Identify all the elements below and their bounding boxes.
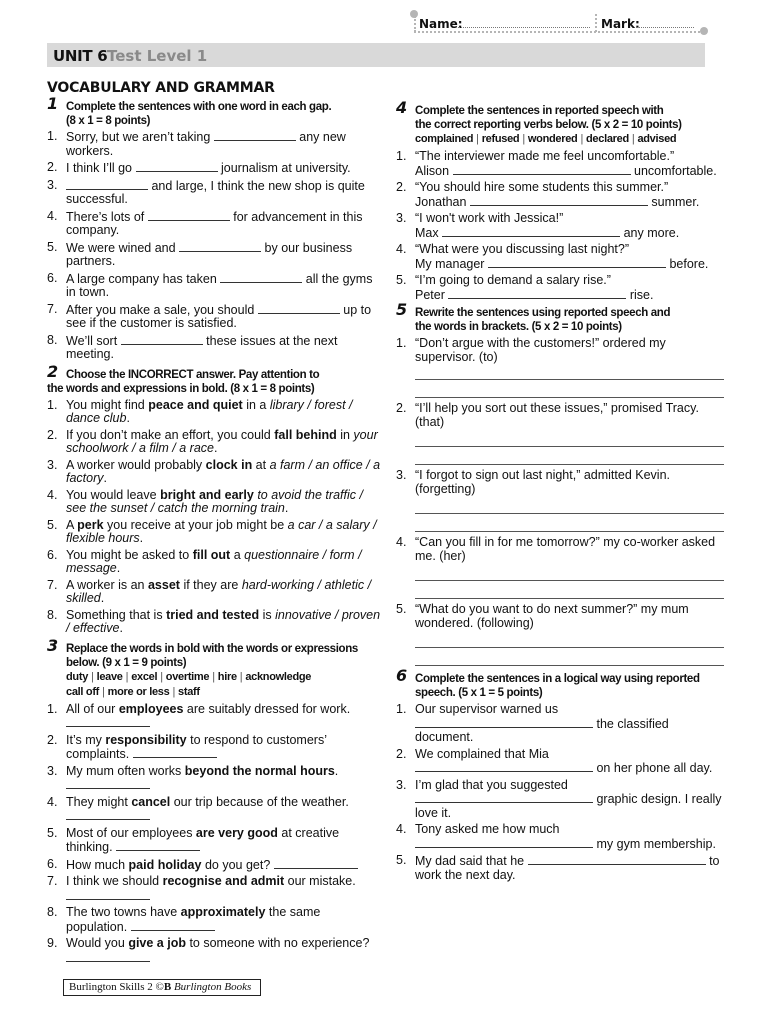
list-item: 2. We complained that Mia on her phone all day.: [396, 746, 713, 775]
exercise-3: [47, 635, 382, 966]
list-item: 7. I think we should recognise and admit our mistake.: [47, 875, 382, 903]
exercise-5-items: [396, 337, 726, 666]
list-item: 1. Our supervisor warned us the classified document.: [396, 702, 669, 744]
footer-brand: Burlington Books: [173, 981, 252, 993]
name-mark-header: [414, 12, 704, 34]
list-item: 7. After you make a sale, you should up to see if the customer is satisfied.: [47, 301, 372, 330]
name-label: Name:: [419, 17, 463, 31]
answer-line[interactable]: [415, 630, 724, 648]
exercise-6-instruction: 6 Complete the sentences in a logical way using reported speech. (5 x 1 = 5 points): [396, 666, 700, 699]
list-item: 3. A worker would probably clock in at a farm / an office / a factory.: [47, 457, 381, 485]
exercise-6-items: [396, 703, 726, 882]
answer-gap[interactable]: [442, 226, 620, 237]
exercise-1-instruction: 1 Complete the sentences with one word in each gap. (8 x 1 = 8 points): [47, 94, 332, 127]
list-item: 5. My dad said that he to work the next day.: [396, 853, 720, 882]
answer-gap[interactable]: [415, 792, 593, 803]
exercise-4-instruction: 4 Complete the sentences in reported speech with the correct reporting verbs below. (5 x 2 = 10 points): [396, 98, 682, 131]
list-item: 1. “Don’t argue with the customers!” ordered my supervisor. (to): [396, 336, 666, 364]
answer-gap[interactable]: [136, 161, 218, 172]
list-item: 4. You would leave bright and early to avoid the traffic / see the sunset / catch the morning train.: [47, 487, 363, 515]
unit-label: UNIT 6: [53, 47, 108, 65]
answer-gap[interactable]: [116, 840, 200, 851]
exercise-number: 6: [396, 666, 408, 685]
list-item: 1. Sorry, but we aren’t taking any new workers.: [47, 129, 346, 158]
answer-line[interactable]: [415, 380, 724, 398]
exercise-3-items: [47, 703, 382, 966]
answer-gap[interactable]: [488, 257, 666, 268]
answer-gap[interactable]: [66, 716, 150, 727]
list-item: 8. Something that is tried and tested is innovative / proven / effective.: [47, 607, 381, 635]
answer-gap[interactable]: [121, 334, 203, 345]
answer-gap[interactable]: [214, 130, 296, 141]
exercise-2-instruction: 2 Choose the INCORRECT answer. Pay attention to the words and expressions in bold. (8 x 1 = 8 points): [47, 361, 320, 395]
answer-gap[interactable]: [66, 951, 150, 962]
left-column: [47, 94, 382, 965]
list-item: 4. Tony asked me how much my gym membership.: [396, 822, 716, 851]
answer-gap[interactable]: [453, 164, 631, 175]
answer-gap[interactable]: [448, 288, 626, 299]
exercise-2-items: [47, 399, 382, 636]
list-item: 5. A perk you receive at your job might be a car / a salary / flexible hours.: [47, 517, 377, 545]
answer-gap[interactable]: [220, 272, 302, 283]
mark-field[interactable]: [636, 27, 694, 28]
answer-gap[interactable]: [66, 889, 150, 900]
answer-line[interactable]: [415, 514, 724, 532]
list-item: 2. “I’ll help you sort out these issues,” promised Tracy. (that): [396, 401, 699, 429]
answer-gap[interactable]: [148, 210, 230, 221]
right-column: [396, 98, 726, 882]
word-bank: duty | leave | excel | overtime | hire | acknowledge: [66, 670, 312, 683]
answer-gap[interactable]: [179, 241, 261, 252]
exercise-4-items: [396, 150, 726, 302]
answer-gap[interactable]: [258, 303, 340, 314]
list-item: 6. A large company has taken all the gyms in town.: [47, 270, 373, 299]
list-item: 4. There’s lots of for advancement in this company.: [47, 208, 363, 237]
answer-line[interactable]: [415, 648, 724, 666]
exercise-4: [396, 98, 726, 302]
exercise-number: 1: [47, 94, 59, 113]
list-item: 2. “You should hire some students this summer.” Jonathan summer.: [396, 180, 700, 209]
section-title: VOCABULARY AND GRAMMAR: [47, 80, 275, 96]
exercise-6: [396, 666, 726, 882]
list-item: 5. “What do you want to do next summer?” my mum wondered. (following): [396, 602, 689, 630]
answer-line[interactable]: [415, 563, 724, 581]
exercise-number: 2: [47, 361, 59, 381]
answer-gap[interactable]: [131, 920, 215, 931]
answer-gap[interactable]: [470, 195, 648, 206]
exercise-number: 5: [396, 300, 408, 319]
answer-gap[interactable]: [415, 837, 593, 848]
name-field[interactable]: [458, 27, 590, 28]
list-item: 3. I’m glad that you suggested graphic design. I really love it.: [396, 777, 722, 820]
exercise-1-items: [47, 130, 382, 362]
list-item: 9. Would you give a job to someone with no experience?: [47, 937, 382, 965]
unit-banner: [47, 43, 705, 67]
exercise-2: [47, 361, 382, 636]
list-item: 4. They might cancel our trip because of the weather.: [47, 796, 382, 824]
exercise-1: [47, 94, 382, 362]
exercise-number: 4: [396, 98, 408, 117]
word-bank: complained | refused | wondered | declared | advised: [415, 133, 677, 145]
answer-gap[interactable]: [528, 854, 706, 865]
exercise-3-instruction: 3 Replace the words in bold with the words or expressions below. (9 x 1 = 9 points): [47, 635, 358, 669]
answer-gap[interactable]: [415, 761, 593, 772]
list-item: 6. You might be asked to fill out a questionnaire / form / message.: [47, 547, 362, 575]
mark-label: Mark:: [601, 17, 640, 31]
list-item: 1. You might find peace and quiet in a library / forest / dance club.: [47, 397, 353, 425]
list-item: 7. A worker is an asset if they are hard-working / athletic / skilled.: [47, 577, 372, 605]
answer-gap[interactable]: [66, 778, 150, 789]
exercise-number: 3: [47, 635, 59, 655]
list-item: 5. We were wined and by our business partners.: [47, 239, 353, 268]
list-item: 3. “I forgot to sign out last night,” admitted Kevin. (forgetting): [396, 468, 670, 496]
list-item: 1. “The interviewer made me feel uncomfortable.” Alison uncomfortable.: [396, 149, 717, 178]
word-bank: call off | more or less | staff: [66, 685, 200, 698]
answer-line[interactable]: [415, 447, 724, 465]
list-item: 8. The two towns have approximately the same population.: [47, 905, 321, 934]
test-level-label: Test Level 1: [107, 47, 208, 65]
list-item: 4. “What were you discussing last night?” My manager before.: [396, 242, 709, 271]
list-item: 3. My mum often works beyond the normal hours.: [47, 765, 382, 793]
answer-gap[interactable]: [415, 717, 593, 728]
burlington-logo-icon: B: [163, 981, 172, 993]
list-item: 6. How much paid holiday do you get?: [47, 858, 382, 873]
answer-line[interactable]: [415, 496, 724, 514]
answer-gap[interactable]: [66, 179, 148, 190]
list-item: 4. “Can you fill in for me tomorrow?” my co-worker asked me. (her): [396, 535, 716, 563]
decorative-dot: [700, 27, 708, 35]
answer-line[interactable]: [415, 364, 724, 380]
footer-copyright: Burlington Skills 2 ©B Burlington Books: [63, 979, 261, 996]
answer-line[interactable]: [415, 581, 724, 599]
list-item: 5. “I’m going to demand a salary rise.” Peter rise.: [396, 273, 654, 302]
list-item: 2. I think I’ll go journalism at university.: [47, 160, 351, 175]
list-item: 3. and large, I think the new shop is quite successful.: [47, 177, 365, 206]
answer-line[interactable]: [415, 429, 724, 447]
exercise-5-instruction: 5 Rewrite the sentences using reported speech and the words in brackets. (5 x 2 = 10 points): [396, 300, 671, 333]
exercise-5: [396, 300, 726, 666]
answer-gap[interactable]: [133, 747, 217, 758]
list-item: 3. “I won't work with Jessica!” Max any more.: [396, 211, 680, 240]
answer-gap[interactable]: [274, 858, 358, 869]
list-item: 5. Most of our employees are very good at creative thinking.: [47, 825, 340, 854]
answer-gap[interactable]: [66, 809, 150, 820]
list-item: 2. It’s my responsibility to respond to customers’ complaints.: [47, 732, 327, 761]
list-item: 1. All of our employees are suitably dressed for work.: [47, 703, 382, 731]
list-item: 2. If you don’t make an effort, you could fall behind in your schoolwork / a film / a race.: [47, 427, 378, 455]
list-item: 8. We’ll sort these issues at the next meeting.: [47, 332, 338, 361]
